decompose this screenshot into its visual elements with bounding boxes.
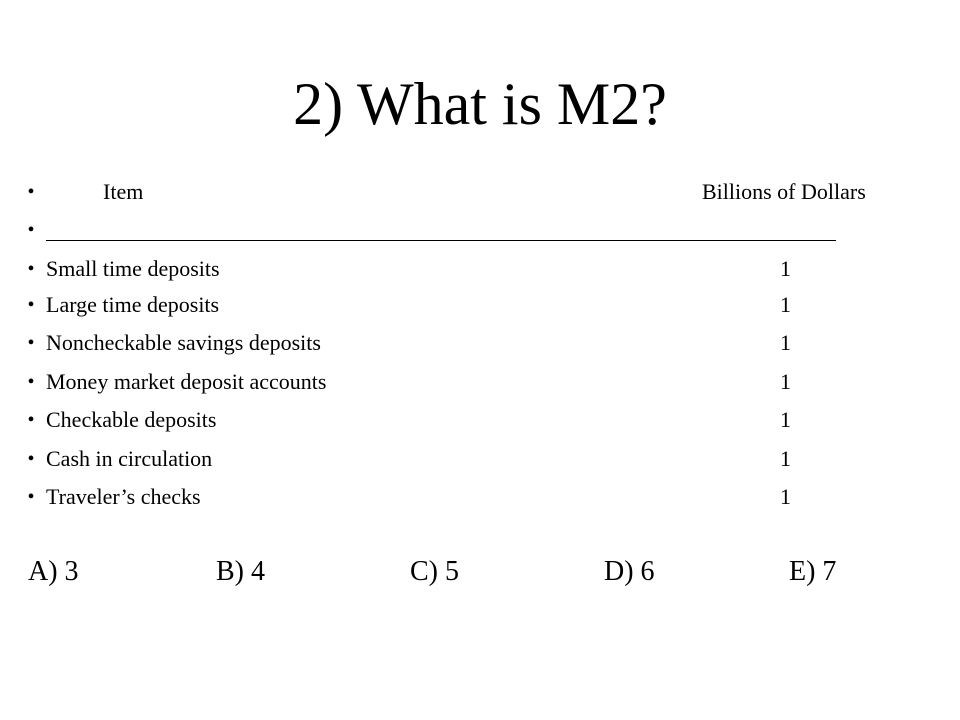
- row-value: 1: [780, 369, 791, 394]
- row-value: 1: [780, 407, 791, 432]
- bullet: •: [27, 258, 35, 280]
- row-label: Checkable deposits: [46, 407, 217, 432]
- divider-row: [0, 214, 960, 246]
- row-label: Noncheckable savings deposits: [46, 330, 321, 355]
- row-value: 1: [780, 330, 791, 355]
- table-row: [0, 404, 960, 436]
- bullet: •: [27, 332, 35, 354]
- row-label: Cash in circulation: [46, 446, 213, 471]
- table-row: [0, 253, 960, 285]
- row-label: Traveler’s checks: [46, 484, 201, 509]
- answer-choice-e: E) 7: [789, 556, 837, 587]
- slide-title: 2) What is M2?: [293, 71, 667, 137]
- row-label: Small time deposits: [46, 256, 220, 281]
- bullet: •: [27, 371, 35, 393]
- bullet: •: [27, 409, 35, 431]
- table-header-row: [0, 176, 960, 208]
- table-row: [0, 289, 960, 321]
- bullet: •: [27, 448, 35, 470]
- bullet: •: [27, 181, 35, 203]
- row-value: 1: [780, 484, 791, 509]
- answer-choice-a: A) 3: [28, 556, 79, 587]
- row-value: 1: [780, 446, 791, 471]
- row-label: Large time deposits: [46, 292, 220, 317]
- answer-choice-d: D) 6: [604, 556, 655, 587]
- row-value: 1: [780, 292, 791, 317]
- bullet: •: [27, 486, 35, 508]
- row-value: 1: [780, 256, 791, 281]
- bullet: •: [27, 294, 35, 316]
- column-header-value: Billions of Dollars: [702, 179, 866, 204]
- header-divider-line: [46, 240, 836, 241]
- bullet: •: [27, 219, 35, 241]
- table-row: [0, 443, 960, 475]
- column-header-item: Item: [103, 179, 144, 204]
- answer-choice-b: B) 4: [216, 556, 265, 587]
- answer-choices: [0, 550, 960, 594]
- table-row: [0, 366, 960, 398]
- table-row: [0, 327, 960, 359]
- row-label: Money market deposit accounts: [46, 369, 327, 394]
- answer-choice-c: C) 5: [410, 556, 459, 587]
- table-row: [0, 481, 960, 513]
